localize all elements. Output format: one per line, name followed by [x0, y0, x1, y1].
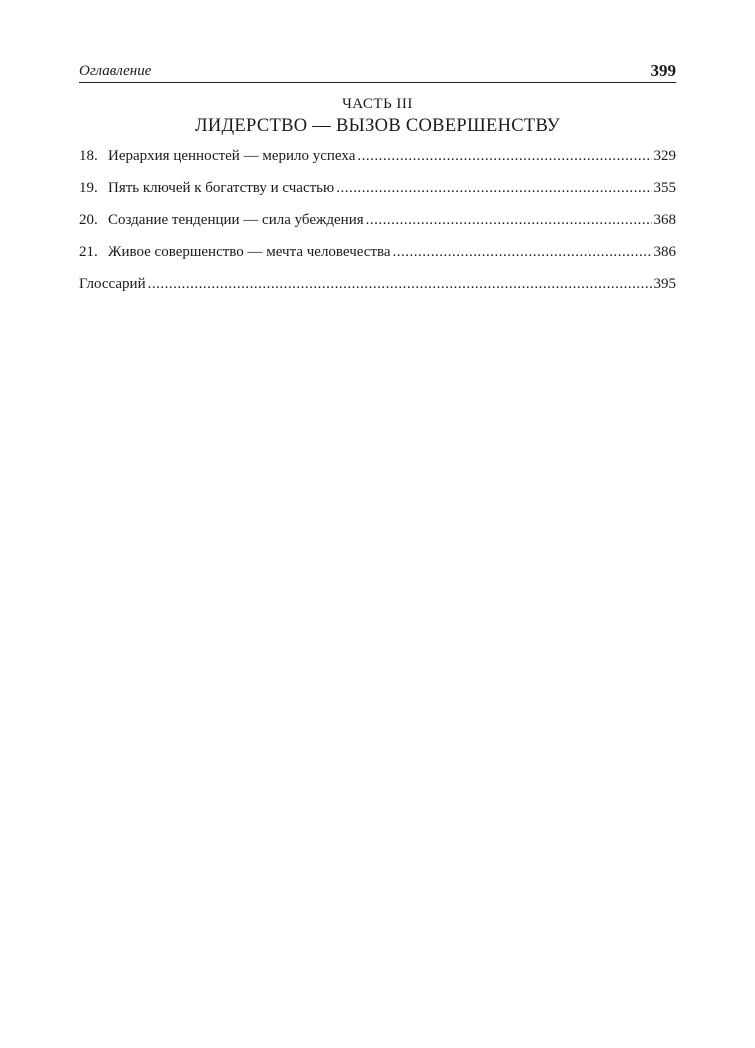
part-heading: [79, 95, 676, 138]
toc-entry-number: 18.: [79, 148, 98, 164]
toc-entry-page: 355: [653, 180, 676, 196]
toc-dot-leader: [393, 240, 652, 264]
toc-entry-number: 20.: [79, 212, 98, 228]
toc-dot-leader: [366, 208, 652, 232]
toc-entry[interactable]: [79, 208, 676, 240]
part-title: ЛИДЕРСТВО — ВЫЗОВ СОВЕРШЕНСТВУ: [194, 116, 561, 136]
running-head-section: Оглавление: [79, 63, 152, 79]
toc-entry-page: 386: [653, 244, 676, 260]
toc-entry-page: 329: [653, 148, 676, 164]
toc-entry[interactable]: [79, 240, 676, 272]
toc-dot-leader: [336, 176, 651, 200]
page-number: 399: [650, 61, 676, 80]
running-head: [79, 62, 676, 83]
toc-dot-leader: [148, 272, 652, 296]
toc-entry-number: 19.: [79, 180, 98, 196]
toc-entry-page: 368: [653, 212, 676, 228]
toc-entry-title: Живое совершенство — мечта человечества: [108, 244, 391, 260]
toc-entry-number: 21.: [79, 244, 98, 260]
part-label: ЧАСТЬ III: [342, 96, 413, 112]
toc-entry-glossary[interactable]: [79, 272, 676, 304]
toc-dot-leader: [357, 144, 651, 168]
toc-entry-title: Пять ключей к богатству и счастью: [108, 180, 335, 196]
toc-entry-title: Иерархия ценностей — мерило успеха: [108, 148, 356, 164]
toc-entry-page: 395: [653, 276, 676, 292]
toc-entry-title: Глоссарий: [79, 276, 146, 292]
toc-entry[interactable]: [79, 144, 676, 176]
table-of-contents: [79, 144, 676, 304]
toc-entry-title: Создание тенденции — сила убеждения: [108, 212, 364, 228]
toc-entry[interactable]: [79, 176, 676, 208]
